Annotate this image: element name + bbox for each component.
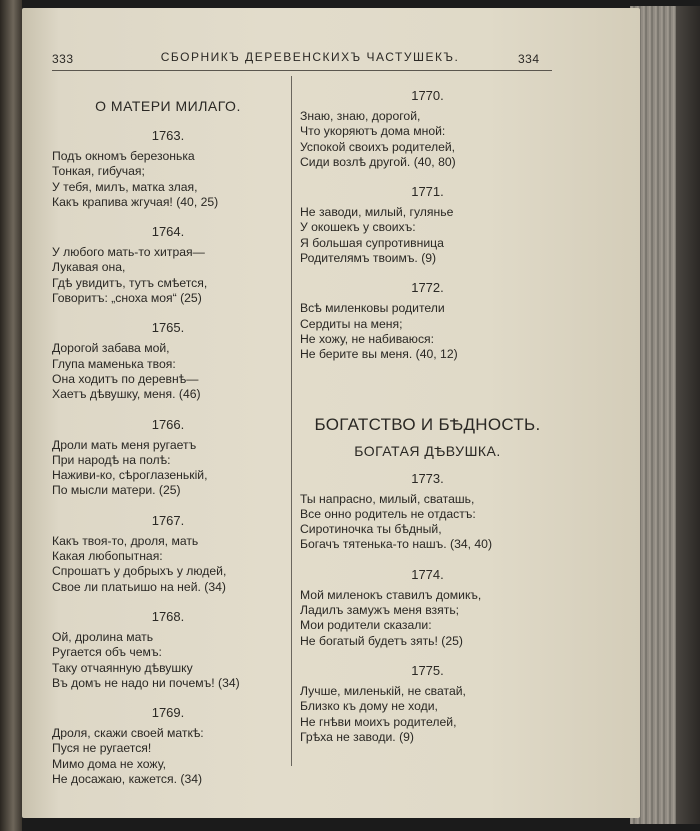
verse-line: Таку отчаянную дѣвушку <box>52 660 193 675</box>
verse-line: По мысли матери. (25) <box>52 483 181 498</box>
verse-number: 1769. <box>151 705 185 721</box>
verse-line: Гдѣ увидитъ, тутъ смѣется, <box>52 275 208 290</box>
verse-list <box>300 471 555 746</box>
verse-line: Ты напрасно, милый, сваташь, <box>300 491 475 506</box>
page-number-left: 333 <box>52 52 74 66</box>
verse-line: Мои родители сказали: <box>300 618 432 633</box>
verse-stanza <box>300 492 555 553</box>
verse-line: Тонкая, гибучая; <box>52 164 145 179</box>
verse-stanza <box>52 630 284 691</box>
verse-line: При народѣ на полѣ: <box>52 452 171 467</box>
verse-line: Не хожу, не набиваюся: <box>300 331 435 346</box>
verse-line: Ругается объ чемъ: <box>52 645 162 660</box>
book-cover-edge <box>676 6 700 824</box>
verse-stanza <box>52 726 284 787</box>
verse-line: Спрошатъ у добрыхъ у людей, <box>52 564 227 579</box>
verse-number: 1775. <box>411 662 444 678</box>
running-title: СБОРНИКЪ ДЕРЕВЕНСКИХЪ ЧАСТУШЕКЪ. <box>160 50 460 64</box>
verse-line: Сиротиночка ты бѣдный, <box>300 522 442 537</box>
verse-line: Знаю, знаю, дорогой, <box>300 109 421 123</box>
verse-line: Подъ окномъ березонька <box>52 149 195 163</box>
verse-stanza <box>300 301 555 362</box>
verse-line: Не заводи, милый, гулянье <box>300 205 454 220</box>
verse-line: Я большая супротивница <box>300 235 444 250</box>
verse-number: 1770. <box>411 88 444 103</box>
verse-line: Не досажаю, кажется. (34) <box>52 772 203 787</box>
verse-number: 1763. <box>151 128 185 143</box>
verse-line: Какая любопытная: <box>52 549 163 564</box>
verse-line: Всѣ миленковы родители <box>300 301 445 316</box>
verse-line: Мой миленокъ ставилъ домикъ, <box>300 587 482 602</box>
verse-line: Сиди возлѣ другой. (40, 80) <box>300 154 456 169</box>
verse-line: Близко къ дому не ходи, <box>300 699 438 714</box>
verse-line: Грѣха не заводи. (9) <box>300 729 414 744</box>
page-number-right: 334 <box>518 52 540 66</box>
verse-list <box>300 88 555 363</box>
verse-line: Какъ крапива жгучая! (40, 25) <box>52 194 219 209</box>
verse-stanza <box>52 149 284 210</box>
verse-line: Она ходитъ по деревнѣ— <box>52 371 199 386</box>
verse-stanza <box>52 438 284 499</box>
verse-number: 1771. <box>411 184 444 200</box>
verse-stanza <box>300 684 555 745</box>
verse-stanza <box>300 588 555 649</box>
verse-line: Что укоряютъ дома мной: <box>300 124 446 139</box>
verse-line: Ладилъ замужъ меня взять; <box>300 603 460 618</box>
verse-number: 1767. <box>151 512 185 528</box>
verse-line: У тебя, милъ, матка злая, <box>52 179 198 194</box>
verse-stanza <box>52 245 284 306</box>
previous-page-edge <box>0 0 22 831</box>
subsection-title: БОГАТАЯ ДѢВУШКА. <box>354 442 501 459</box>
verse-number: 1764. <box>151 224 185 240</box>
verse-line: Ой, дролина мать <box>52 629 154 644</box>
verse-number: 1772. <box>411 280 444 296</box>
verse-stanza <box>52 341 284 402</box>
column-divider <box>291 76 292 766</box>
verse-line: Пуся не ругается! <box>52 741 152 756</box>
verse-number: 1768. <box>151 608 185 624</box>
verse-number: 1774. <box>411 566 444 582</box>
verse-line: Родителямъ твоимъ. (9) <box>300 251 437 266</box>
verse-line: Глупа маменька твоя: <box>52 356 176 371</box>
verse-line: Свое ли платьишо на ней. (34) <box>52 579 226 594</box>
page-block-edge <box>630 6 700 824</box>
verse-line: Дроля, скажи своей маткѣ: <box>52 726 204 741</box>
verse-stanza <box>52 534 284 595</box>
right-column <box>300 88 555 759</box>
section-title: БОГАТСТВО И БѢДНОСТЬ. <box>314 414 541 434</box>
verse-line: Богачъ тятенька-то нашъ. (34, 40) <box>300 537 493 552</box>
header-rule <box>52 70 552 71</box>
verse-line: Хаетъ дѣвушку, меня. (46) <box>52 387 201 402</box>
verse-line: Въ домъ не надо ни почемъ! (34) <box>52 675 240 690</box>
verse-line: Сердиты на меня; <box>300 316 403 331</box>
verse-line: Наживи-ко, сѣроглазенькій, <box>52 468 208 483</box>
verse-stanza <box>300 109 555 170</box>
verse-number: 1765. <box>151 320 185 336</box>
verse-line: Говоритъ: „сноха моя“ (25) <box>52 291 202 306</box>
verse-number: 1766. <box>151 416 185 432</box>
verse-line: Не богатый будетъ зять! (25) <box>300 633 463 648</box>
verse-line: Дроли мать меня ругаетъ <box>52 437 197 452</box>
verse-line: У любого мать-то хитрая— <box>52 245 205 260</box>
verse-line: У окошекъ у своихъ: <box>300 220 416 235</box>
verse-line: Лукавая она, <box>52 260 126 275</box>
verse-line: Все онно родитель не отдастъ: <box>300 506 476 521</box>
verse-line: Какъ твоя-то, дроля, мать <box>52 533 199 548</box>
verse-line: Дорогой забава мой, <box>52 341 170 356</box>
verse-line: Лучше, миленькій, не сватай, <box>300 683 466 698</box>
verse-list <box>52 128 284 787</box>
verse-line: Не гнѣви моихъ родителей, <box>300 714 457 729</box>
section-title: О МАТЕРИ МИЛАГО. <box>95 98 241 114</box>
verse-stanza <box>300 205 555 266</box>
verse-line: Мимо дома не хожу, <box>52 756 166 771</box>
verse-line: Успокой своихъ родителей, <box>300 139 456 154</box>
verse-line: Не берите вы меня. (40, 12) <box>300 347 458 362</box>
left-column <box>52 98 284 801</box>
verse-number: 1773. <box>411 470 444 486</box>
